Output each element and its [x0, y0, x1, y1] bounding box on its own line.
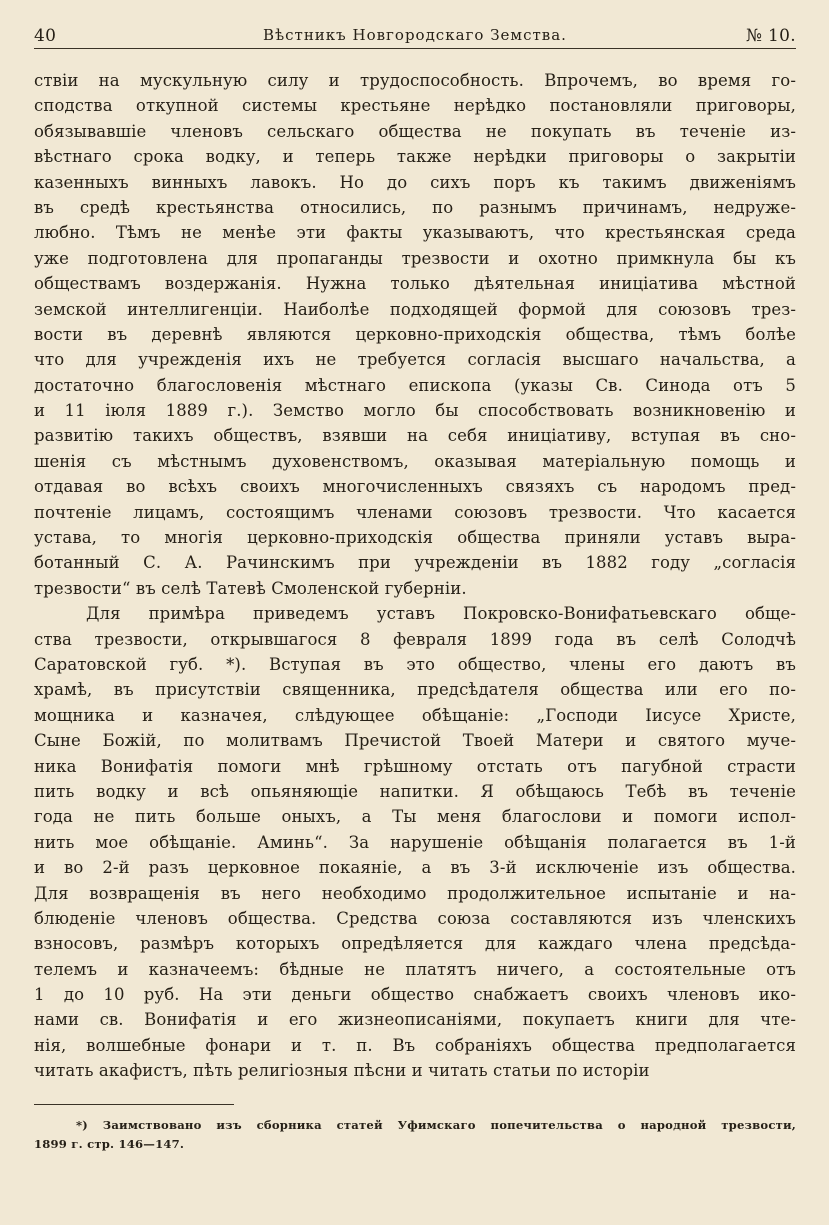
text-line: достаточно благословенія мѣстнаго епископа (указы Св. Синода отъ 5	[34, 375, 796, 395]
footnote	[34, 1116, 796, 1154]
text-line: телемъ и казначеемъ: бѣдные не платятъ ничего, а состоятельные отъ	[34, 959, 796, 979]
text-line: уже подготовлена для пропаганды трезвости и охотно примкнула бы къ	[34, 248, 796, 268]
issue-number: № 10.	[745, 26, 796, 46]
text-line: земской интеллигенціи. Наиболѣе подходящей формой для союзовъ трез-	[34, 299, 796, 319]
text-line: развитію такихъ обществъ, взявши на себя иниціативу, вступая въ сно-	[34, 426, 796, 446]
text-line: года не пить больше оныхъ, а Ты меня благослови и помоги испол-	[34, 807, 796, 827]
text-line: Для возвращенія въ него необходимо продолжительное испытаніе и на-	[34, 883, 796, 903]
text-line: мощника и казначея, слѣдующее обѣщаніе: „Господи Іисусе Христе,	[34, 705, 796, 725]
text-line: любно. Тѣмъ не менѣе эти факты указываютъ, что крестьянская среда	[34, 223, 796, 243]
text-line: взносовъ, размѣръ которыхъ опредѣляется для каждаго члена предсѣда-	[34, 934, 796, 954]
text-line: и 11 іюля 1889 г.). Земство могло бы способствовать возникновенію и	[34, 401, 796, 421]
text-line: блюденіе членовъ общества. Средства союза составляются изъ членскихъ	[34, 908, 796, 928]
text-line: что для учрежденія ихъ не требуется согласія высшаго начальства, а	[34, 350, 796, 370]
header-rule	[34, 48, 796, 49]
text-line: въ средѣ крестьянства относились, по разнымъ причинамъ, недруже-	[34, 197, 796, 217]
text-line: Для примѣра приведемъ уставъ Покровско-Вонифатьевскаго обще-	[86, 604, 796, 624]
running-header	[34, 22, 796, 50]
footnote-line: 1899 г. стр. 146—147.	[34, 1137, 185, 1151]
text-line: обществамъ воздержанія. Нужна только дѣятельная иниціатива мѣстной	[34, 274, 796, 294]
body-text	[34, 68, 796, 1084]
text-line: и во 2-й разъ церковное покаяніе, а въ 3-й исключеніе изъ общества.	[34, 858, 796, 878]
footnote-line: *) Заимствовано изъ сборника статей Уфимскаго попечительства о народной трезвости,	[76, 1118, 796, 1132]
text-line: почтеніе лицамъ, состоящимъ членами союзовъ трезвости. Что касается	[34, 502, 796, 522]
text-line: Сыне Божій, по молитвамъ Пречистой Твоей Матери и святого муче-	[34, 731, 796, 751]
page-number: 40	[34, 26, 57, 46]
text-line: вѣстнаго срока водку, и теперь также нерѣдки приговоры о закрытіи	[34, 147, 796, 167]
text-line: ствіи на мускульную силу и трудоспособность. Впрочемъ, во время го-	[34, 71, 796, 90]
text-line: нить мое обѣщаніе. Аминь“. За нарушеніе обѣщанія полагается въ 1-й	[34, 832, 796, 852]
text-line: ства трезвости, открывшагося 8 февраля 1899 года въ селѣ Солодчѣ	[34, 629, 796, 649]
text-line: нія, волшебные фонари и т. п. Въ собраніяхъ общества предполагается	[34, 1035, 796, 1055]
text-line: нами св. Вонифатія и его жизнеописаніями, покупаетъ книги для чте-	[34, 1010, 796, 1030]
text-line: устава, то многія церковно-приходскія общества приняли уставъ выра-	[34, 528, 796, 548]
text-line: шенія съ мѣстнымъ духовенствомъ, оказывая матеріальную помощь и	[34, 451, 796, 471]
text-line: трезвости“ въ селѣ Татевѣ Смоленской губерніи.	[34, 578, 467, 598]
text-line: Саратовской губ. *). Вступая въ это общество, члены его даютъ въ	[34, 654, 796, 674]
text-line: казенныхъ винныхъ лавокъ. Но до сихъ поръ къ такимъ движеніямъ	[34, 172, 796, 192]
text-line: сподства откупной системы крестьяне нерѣдко постановляли приговоры,	[34, 96, 796, 116]
text-line: вости въ деревнѣ являются церковно-приходскія общества, тѣмъ болѣе	[34, 324, 796, 344]
footnote-rule	[34, 1104, 234, 1105]
text-line: читать акафистъ, пѣть религіозныя пѣсни и читать статьи по исторіи	[34, 1061, 650, 1081]
journal-title: Вѣстникъ Новгородскаго Земства.	[263, 26, 567, 44]
text-line: ботанный С. А. Рачинскимъ при учрежденіи въ 1882 году „согласія	[34, 553, 796, 573]
text-line: храмѣ, въ присутствіи священника, предсѣдателя общества или его по-	[34, 680, 796, 700]
text-line: ника Вонифатія помоги мнѣ грѣшному отстать отъ пагубной страсти	[34, 756, 796, 776]
text-line: обязывавшіе членовъ сельскаго общества не покупать въ теченіе из-	[34, 121, 796, 141]
text-line: пить водку и всѣ опьяняющіе напитки. Я обѣщаюсь Тебѣ въ теченіе	[34, 781, 796, 801]
text-line: 1 до 10 руб. На эти деньги общество снабжаетъ своихъ членовъ ико-	[34, 985, 796, 1005]
text-line: отдавая во всѣхъ своихъ многочисленныхъ связяхъ съ народомъ пред-	[34, 477, 796, 497]
